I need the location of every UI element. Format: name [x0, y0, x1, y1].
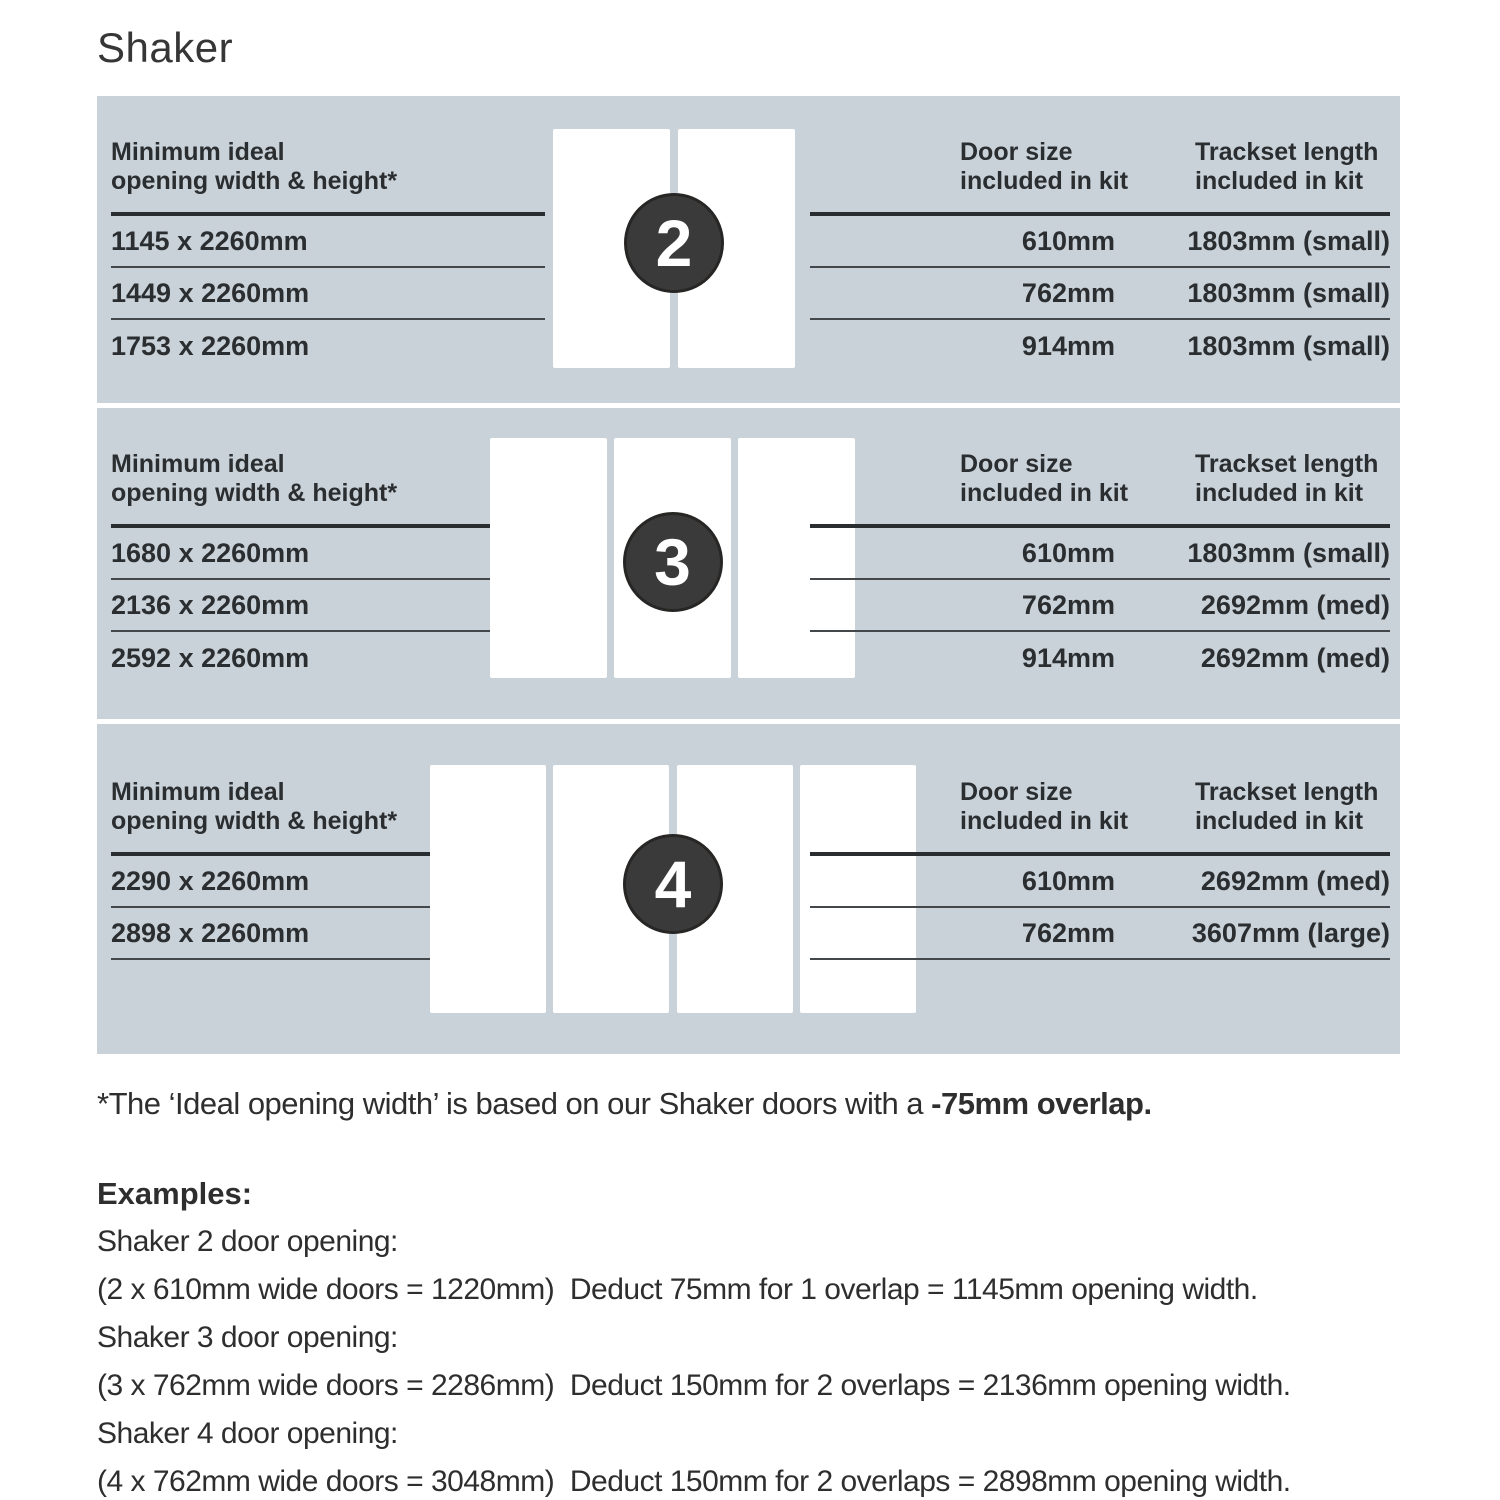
- trackset-header-line1: Trackset length: [1195, 138, 1379, 166]
- footnote-bold-text: -75mm overlap.: [931, 1086, 1152, 1121]
- opening-size-value: 2136 x 2260mm: [111, 589, 310, 620]
- opening-size-value: 1145 x 2260mm: [111, 225, 308, 256]
- trackset-length-value: 1803mm (small): [1187, 537, 1390, 568]
- section-2-door-kit: [97, 96, 1400, 403]
- footnote-text: *The ‘Ideal opening width’ is based on our Shaker doors with a: [97, 1086, 932, 1121]
- opening-table-header-line2: opening width & height*: [111, 479, 398, 507]
- table-row: [111, 580, 545, 632]
- door-size-header-line1: Door size: [960, 778, 1073, 806]
- opening-size-value: 1449 x 2260mm: [111, 277, 310, 308]
- kit-contents-table: [810, 138, 1390, 372]
- opening-size-value: 1680 x 2260mm: [111, 537, 310, 568]
- door-size-header-line2: included in kit: [960, 479, 1129, 507]
- opening-table-header-line1: Minimum ideal: [111, 450, 285, 478]
- trackset-header-line2: included in kit: [1195, 167, 1364, 195]
- trackset-length-value: 1803mm (small): [1187, 330, 1390, 361]
- door-diagram-2: [553, 129, 795, 368]
- examples-heading: Examples:: [97, 1176, 253, 1211]
- door-size-value: 762mm: [1021, 589, 1115, 620]
- door-size-header-line2: included in kit: [960, 807, 1129, 835]
- example-line: (2 x 610mm wide doors = 1220mm) Deduct 75mm for 1 overlap = 1145mm opening width.: [97, 1273, 1258, 1306]
- opening-table-header-line1: Minimum ideal: [111, 778, 285, 806]
- example-line: Shaker 2 door opening:: [97, 1225, 398, 1258]
- kit-contents-table: [810, 450, 1390, 684]
- kit-table-header: [810, 450, 1390, 508]
- door-size-value: 610mm: [1021, 865, 1115, 896]
- door-size-value: 914mm: [1021, 330, 1115, 361]
- door-size-value: 762mm: [1021, 917, 1115, 948]
- door-size-value: 762mm: [1021, 277, 1115, 308]
- door-count-number: 2: [655, 206, 693, 280]
- trackset-header-line1: Trackset length: [1195, 778, 1379, 806]
- door-size-header-line1: Door size: [960, 450, 1073, 478]
- table-row: [810, 216, 1390, 268]
- section-4-door-kit: [97, 724, 1400, 1054]
- door-count-number: 3: [654, 525, 691, 599]
- table-row: [810, 528, 1390, 580]
- table-row: [810, 856, 1390, 908]
- table-row: [810, 320, 1390, 372]
- door-size-header-line2: included in kit: [960, 167, 1129, 195]
- door-count-badge: [624, 193, 724, 293]
- example-line: Shaker 4 door opening:: [97, 1417, 398, 1450]
- table-row: [111, 268, 545, 320]
- opening-table-header-line2: opening width & height*: [111, 167, 398, 195]
- door-count-number: 4: [654, 847, 692, 921]
- table-row: [810, 908, 1390, 960]
- door-size-value: 914mm: [1021, 642, 1115, 673]
- kit-table-header: [810, 138, 1390, 196]
- trackset-length-value: 2692mm (med): [1200, 642, 1390, 673]
- door-count-badge: [623, 834, 723, 934]
- trackset-length-value: 1803mm (small): [1187, 225, 1390, 256]
- trackset-length-value: 1803mm (small): [1187, 277, 1390, 308]
- opening-size-table: [111, 450, 545, 684]
- table-row: [810, 632, 1390, 684]
- section-divider: [97, 719, 1400, 724]
- door-size-header-line1: Door size: [960, 138, 1073, 166]
- opening-size-value: 2592 x 2260mm: [111, 642, 310, 673]
- opening-table-header-line1: Minimum ideal: [111, 138, 285, 166]
- overlap-footnote: [97, 1086, 1152, 1122]
- section-divider: [97, 403, 1400, 408]
- example-line: (3 x 762mm wide doors = 2286mm) Deduct 150mm for 2 overlaps = 2136mm opening width.: [97, 1369, 1291, 1402]
- trackset-length-value: 2692mm (med): [1200, 865, 1390, 896]
- example-line: Shaker 3 door opening:: [97, 1321, 398, 1354]
- trackset-header-line2: included in kit: [1195, 479, 1364, 507]
- opening-size-table: [111, 138, 545, 372]
- door-count-badge: [623, 512, 723, 612]
- trackset-length-value: 2692mm (med): [1200, 589, 1390, 620]
- door-diagram-3: [490, 438, 855, 678]
- trackset-length-value: 3607mm (large): [1191, 917, 1390, 948]
- opening-size-value: 2898 x 2260mm: [111, 917, 310, 948]
- opening-table-header-line2: opening width & height*: [111, 807, 398, 835]
- examples-list: [97, 1218, 1457, 1500]
- trackset-header-line2: included in kit: [1195, 807, 1364, 835]
- table-row: [111, 528, 545, 580]
- page-title: Shaker: [97, 24, 234, 71]
- door-panel: [490, 438, 607, 678]
- table-row: [111, 320, 545, 372]
- kit-contents-table: [810, 778, 1390, 960]
- table-row: [111, 632, 545, 684]
- section-3-door-kit: [97, 408, 1400, 719]
- opening-size-value: 1753 x 2260mm: [111, 330, 310, 361]
- table-row: [111, 216, 545, 268]
- door-size-value: 610mm: [1021, 225, 1115, 256]
- trackset-header-line1: Trackset length: [1195, 450, 1379, 478]
- kit-table-header: [810, 778, 1390, 836]
- example-line: (4 x 762mm wide doors = 3048mm) Deduct 150mm for 2 overlaps = 2898mm opening width.: [97, 1465, 1291, 1498]
- door-size-value: 610mm: [1021, 537, 1115, 568]
- table-row: [810, 580, 1390, 632]
- table-row: [810, 268, 1390, 320]
- opening-size-value: 2290 x 2260mm: [111, 865, 310, 896]
- spec-panel: [97, 96, 1400, 1054]
- door-panel: [430, 765, 546, 1013]
